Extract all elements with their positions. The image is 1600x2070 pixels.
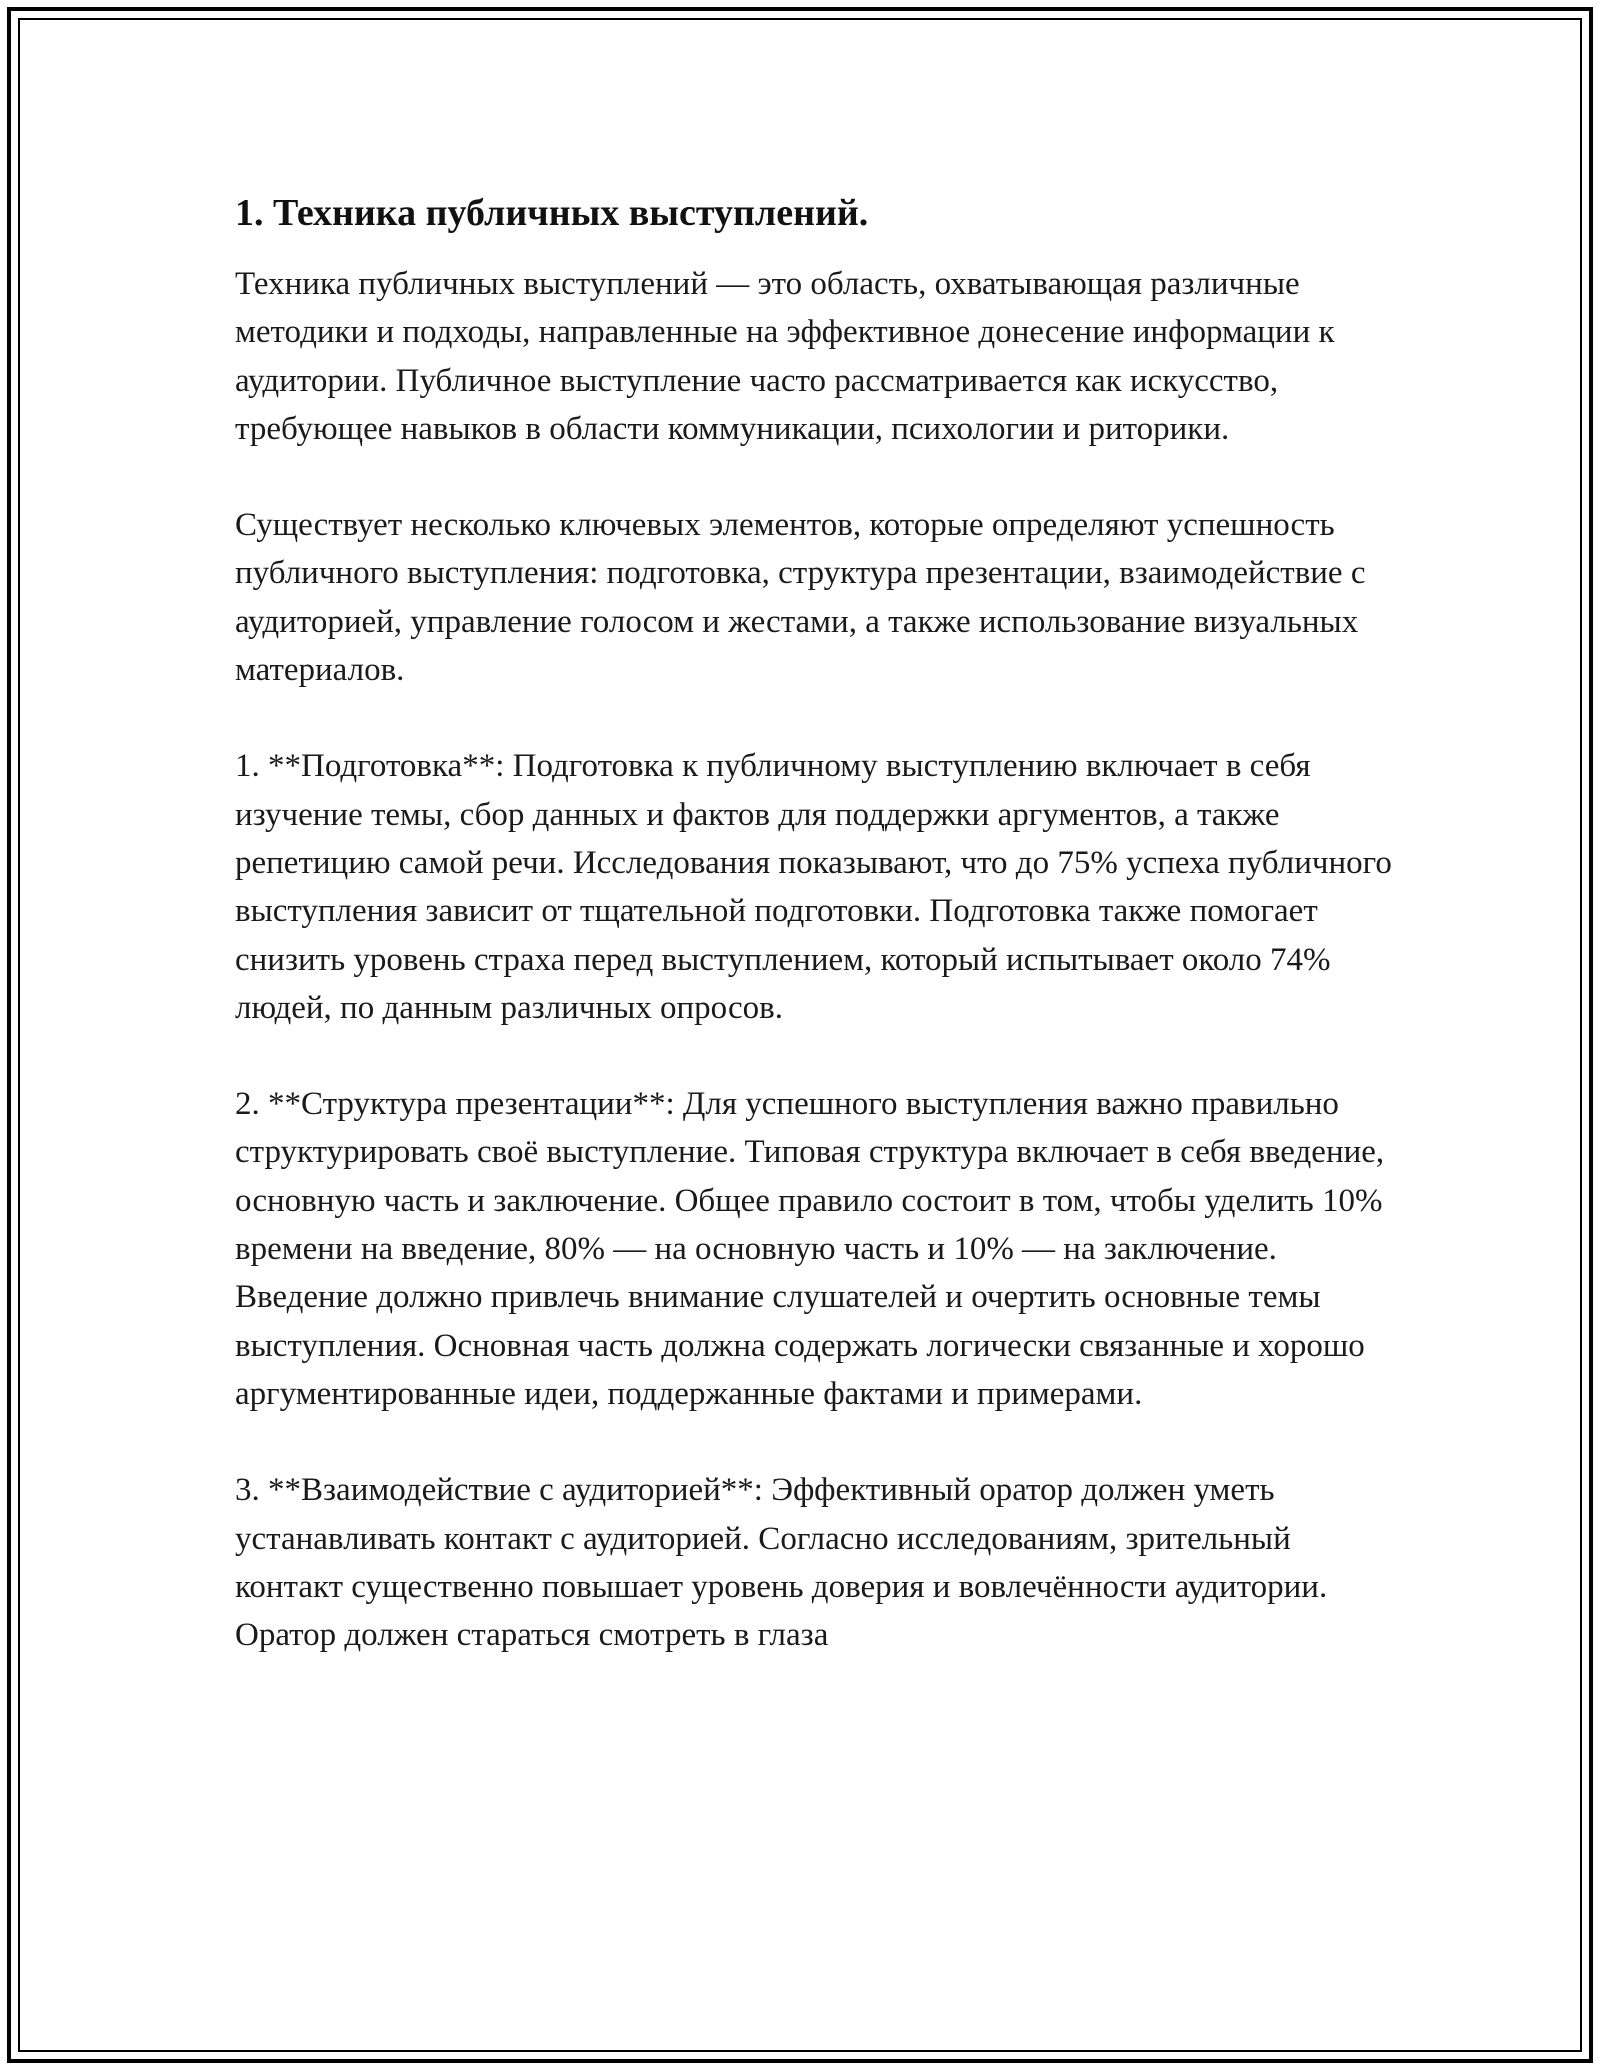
paragraph-audience-interaction: 3. **Взаимодействие с аудиторией**: Эффективный оратор должен уметь устанавливать контакт с аудиторией. Согласно исследованиям, зрительный контакт существенно повышает уровень доверия и вовлечённости аудитории. Оратор должен стараться смотреть в глаза bbox=[235, 1472, 1328, 1654]
paragraph-key-elements: Существует несколько ключевых элементов, которые определяют успешность публичного выступления: подготовка, структура презентации, взаимодействие с аудиторией, управление голосом и жестами, а также использование визуальных материалов. bbox=[235, 507, 1366, 689]
paragraph-structure: 2. **Структура презентации**: Для успешного выступления важно правильно структурировать своё выступление. Типовая структура включает в себя введение, основную часть и заключение. Общее правило состоит в том, чтобы уделить 10% времени на введение, 80% — на основную часть и 10% — на заключение. Введение должно привлечь внимание слушателей и очертить основные темы выступления. Основная часть должна содержать логически связанные и хорошо аргументированные идеи, поддержанные фактами и примерами. bbox=[235, 1086, 1385, 1412]
paragraph-preparation: 1. **Подготовка**: Подготовка к публичному выступлению включает в себя изучение темы, сбор данных и фактов для поддержки аргументов, а также репетицию самой речи. Исследования показывают, что до 75% успеха публичного выступления зависит от тщательной подготовки. Подготовка также помогает снизить уровень страха перед выступлением, который испытывает около 74% людей, по данным различных опросов. bbox=[235, 748, 1392, 1026]
document-title: 1. Техника публичных выступлений. bbox=[235, 192, 869, 234]
document-body bbox=[235, 186, 1395, 1707]
paragraph-intro: Техника публичных выступлений — это область, охватывающая различные методики и подходы, направленные на эффективное донесение информации к аудитории. Публичное выступление часто рассматривается как искусство, требующее навыков в области коммуникации, психологии и риторики. bbox=[235, 266, 1335, 447]
